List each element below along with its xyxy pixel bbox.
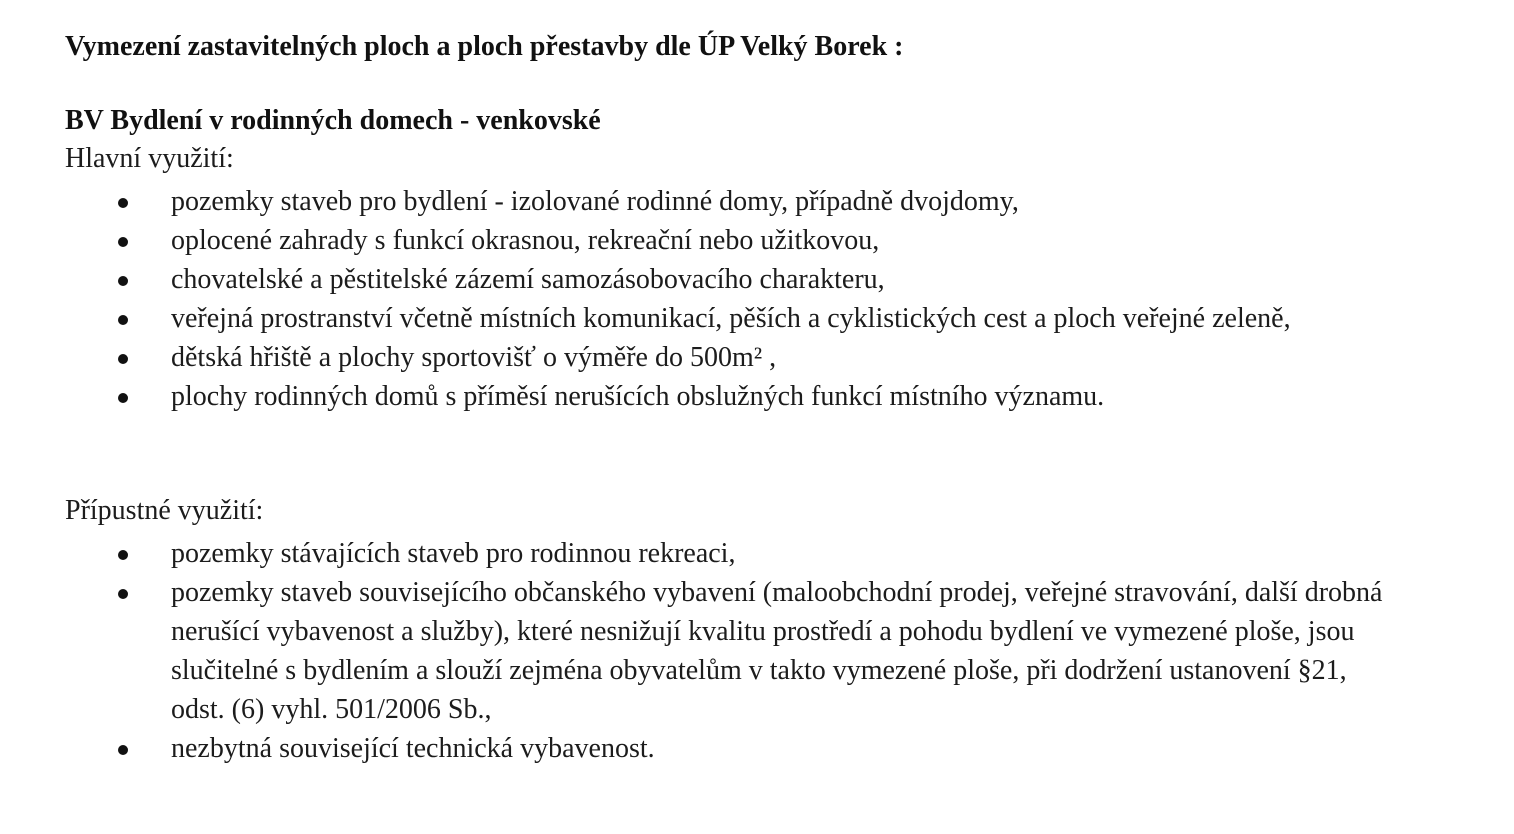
- bullet-icon: [118, 393, 128, 403]
- list-item: [0, 260, 1514, 299]
- list-item-text: dětská hřiště a plochy sportovišť o výměře do 500m² ,: [171, 342, 777, 373]
- list-item: [0, 221, 1514, 260]
- list-item: [0, 299, 1514, 338]
- list-item-text: plochy rodinných domů s příměsí nerušících obslužných funkcí místního významu.: [171, 381, 1105, 412]
- list-item-text: chovatelské a pěstitelské zázemí samozásobovacího charakteru,: [171, 264, 885, 295]
- allowed-use-list: [0, 534, 1514, 768]
- bullet-icon: [118, 354, 128, 364]
- bullet-icon: [118, 315, 128, 325]
- bullet-icon: [118, 276, 128, 286]
- page-title: Vymezení zastavitelných ploch a ploch přestavby dle ÚP Velký Borek :: [65, 31, 904, 62]
- list-item-text: pozemky staveb pro bydlení - izolované rodinné domy, případně dvojdomy,: [171, 186, 1019, 217]
- bullet-icon: [118, 198, 128, 208]
- list-item: [0, 534, 1514, 573]
- allowed-use-label: Přípustné využití:: [65, 495, 264, 526]
- list-item: [0, 573, 1514, 729]
- list-item-text: veřejná prostranství včetně místních komunikací, pěších a cyklistických cest a ploch veřejné zeleně,: [171, 303, 1291, 334]
- main-use-label: Hlavní využití:: [65, 143, 234, 174]
- list-item-text: pozemky stávajících staveb pro rodinnou rekreaci,: [171, 538, 736, 569]
- bullet-icon: [118, 745, 128, 755]
- bullet-icon: [118, 237, 128, 247]
- bullet-icon: [118, 589, 128, 599]
- list-item-text: oplocené zahrady s funkcí okrasnou, rekreační nebo užitkovou,: [171, 225, 880, 256]
- list-item-text: nezbytná související technická vybavenost.: [171, 733, 655, 764]
- section-title: BV Bydlení v rodinných domech - venkovské: [65, 105, 601, 136]
- list-item: [0, 338, 1514, 377]
- list-item-text: pozemky staveb souvisejícího občanského vybavení (maloobchodní prodej, veřejné stravování, další drobná nerušící vybavenost a služby), které nesnižují kvalitu prostředí a pohodu bydlení ve vymezené ploše, jsou slučitelné s bydlením a slouží zejména obyvatelům v takto vymezené ploše, při dodržení ustanovení §21, odst. (6) vyhl. 501/2006 Sb.,: [171, 577, 1383, 725]
- list-item: [0, 729, 1514, 768]
- bullet-icon: [118, 550, 128, 560]
- list-item: [0, 377, 1514, 416]
- main-use-list: [0, 182, 1514, 416]
- list-item: [0, 182, 1514, 221]
